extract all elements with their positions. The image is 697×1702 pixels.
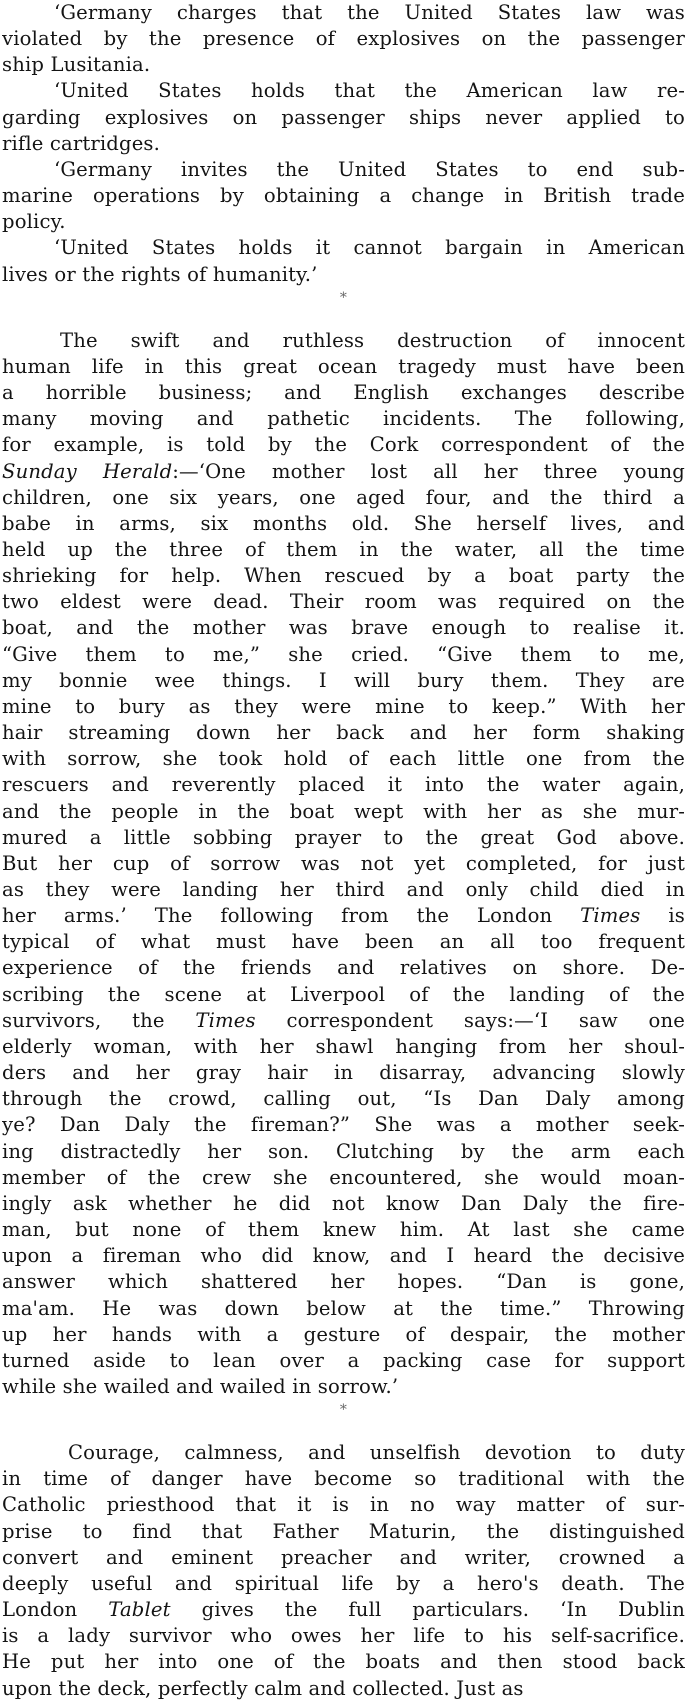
paragraph-lusitania-line: ingly ask whether he did not know Dan Daly the fire- (2, 1191, 685, 1215)
quoted-statement-3 (2, 157, 685, 235)
paragraph-lusitania-line: hair streaming down her back and her form shaking (2, 721, 685, 745)
paragraph-father-maturin (2, 1440, 685, 1702)
paragraph-lusitania-line: rescuers and reverently placed it into the water again, (2, 773, 685, 797)
quoted-statements (2, 0, 685, 288)
paragraph-maturin-line: is a lady survivor who owes her life to his self-sacrifice. (2, 1624, 685, 1648)
paragraph-lusitania-line: as they were landing her third and only child died in (2, 878, 685, 901)
quoted-statement-4 (2, 235, 685, 287)
quoted-statement-line: ‘Germany invites the United States to end sub- (54, 157, 685, 181)
paragraph-lusitania-line: turned aside to lean over a packing case for support (2, 1348, 685, 1372)
paragraph-maturin-line: London Tablet gives the full particulars. ‘In Dublin (2, 1598, 685, 1622)
paragraph-lusitania-line: experience of the friends and relatives on shore. De- (2, 956, 685, 980)
paragraph-lusitania-line: and the people in the boat wept with her as she mur- (2, 799, 685, 823)
quoted-statement-line: garding explosives on passenger ships never applied to (2, 105, 685, 129)
paragraph-lusitania-line: up her hands with a gesture of despair, the mother (2, 1322, 685, 1346)
paragraph-lusitania-line: my bonnie wee things. I will bury them. They are (2, 668, 685, 692)
paragraph-lusitania-line: ders and her gray hair in disarray, advancing slowly (2, 1061, 685, 1085)
quoted-statement-line: marine operations by obtaining a change in British trade (2, 184, 685, 208)
quoted-statement-line: ‘United States holds that the American law re- (54, 79, 685, 103)
paragraph-maturin-line: Catholic priesthood that it is in no way matter of sur- (2, 1493, 685, 1517)
paragraph-lusitania-line: babe in arms, six months old. She herself lives, and (2, 511, 685, 535)
paragraph-lusitania-line: member of the crew she encountered, she would moan- (2, 1165, 685, 1189)
paragraph-maturin-line: in time of danger have become so traditional with the (2, 1467, 685, 1491)
paragraph-lusitania-line: The swift and ruthless destruction of innocent (60, 328, 685, 352)
paragraph-lusitania-line: through the crowd, calling out, “Is Dan Daly among (2, 1087, 685, 1111)
paragraph-lusitania-line: a horrible business; and English exchanges describe (2, 381, 685, 405)
paragraph-maturin-line: upon the deck, perfectly calm and collected. Just as (2, 1676, 524, 1700)
paragraph-lusitania-line: mine to bury as they were mine to keep.” With her (2, 694, 685, 718)
paragraph-lusitania-line: man, but none of them knew him. At last she came (2, 1218, 685, 1242)
paragraph-lusitania-line: But her cup of sorrow was not yet completed, for just (2, 851, 685, 875)
quoted-statement-line: violated by the presence of explosives on the passenger (2, 27, 685, 51)
paragraph-lusitania-line: shrieking for help. When rescued by a boat party the (2, 564, 685, 588)
paragraph-lusitania-line: ing distractedly her son. Clutching by the arm each (2, 1139, 685, 1163)
quoted-statement-line: policy. (2, 210, 66, 234)
quoted-statement-line: ‘United States holds it cannot bargain in American (54, 236, 685, 260)
paragraph-lusitania-line: ma'am. He was down below at the time.” Throwing (2, 1296, 685, 1320)
paragraph-lusitania-line: boat, and the mother was brave enough to realise it. (2, 616, 685, 640)
quoted-statement-line: lives or the rights of humanity.’ (2, 262, 318, 286)
quoted-statement-line: ship Lusitania. (2, 53, 151, 77)
quoted-statement-line: rifle cartridges. (2, 131, 161, 155)
paragraph-lusitania-line: elderly woman, with her shawl hanging from her shoul- (2, 1034, 685, 1058)
paragraph-maturin-line: prise to find that Father Maturin, the distinguished (2, 1519, 685, 1543)
section-separator-1: * (339, 289, 348, 306)
paragraph-lusitania-line: two eldest were dead. Their room was required on the (2, 590, 685, 614)
quoted-statement-2 (2, 78, 685, 156)
paragraph-lusitania-line: Sunday Herald:—‘One mother lost all her three young (2, 459, 685, 483)
quoted-statement-1 (2, 0, 685, 78)
paragraph-lusitania-line: survivors, the Times correspondent says:—‘I saw one (2, 1008, 685, 1032)
paragraph-lusitania-line: answer which shattered her hopes. “Dan is gone, (2, 1270, 685, 1294)
paragraph-lusitania-line: mured a little sobbing prayer to the great God above. (2, 825, 685, 849)
section-separator-2: * (339, 1402, 348, 1419)
paragraph-lusitania-line: human life in this great ocean tragedy must have been (2, 354, 685, 378)
paragraph-lusitania-line: held up the three of them in the water, all the time (2, 537, 685, 561)
paragraph-lusitania-incidents (2, 328, 685, 1400)
quoted-statement-line: ‘Germany charges that the United States law was (54, 1, 685, 24)
paragraph-maturin-line: convert and eminent preacher and writer, crowned a (2, 1545, 685, 1569)
paragraph-lusitania-line: “Give them to me,” she cried. “Give them to me, (2, 642, 685, 666)
paragraph-lusitania-line: typical of what must have been an all too frequent (2, 930, 685, 954)
paragraph-lusitania-line: while she wailed and wailed in sorrow.’ (2, 1374, 399, 1398)
paragraph-lusitania-line: her arms.’ The following from the London Times is (2, 904, 685, 928)
paragraph-lusitania-line: ye? Dan Daly the fireman?” She was a mother seek- (2, 1113, 685, 1137)
paragraph-maturin-line: He put her into one of the boats and then stood back (2, 1650, 685, 1674)
paragraph-lusitania-line: with sorrow, she took hold of each little one from the (2, 747, 685, 771)
paragraph-lusitania-line: for example, is told by the Cork correspondent of the (2, 433, 685, 457)
paragraph-maturin-line: deeply useful and spiritual life by a hero's death. The (2, 1571, 685, 1595)
paragraph-maturin-line: Courage, calmness, and unselfish devotion to duty (68, 1441, 685, 1465)
paragraph-lusitania-line: many moving and pathetic incidents. The following, (2, 407, 685, 431)
paragraph-lusitania-line: upon a fireman who did know, and I heard the decisive (2, 1244, 685, 1268)
paragraph-lusitania-line: children, one six years, one aged four, and the third a (2, 485, 685, 509)
paragraph-lusitania-line: scribing the scene at Liverpool of the landing of the (2, 982, 685, 1006)
